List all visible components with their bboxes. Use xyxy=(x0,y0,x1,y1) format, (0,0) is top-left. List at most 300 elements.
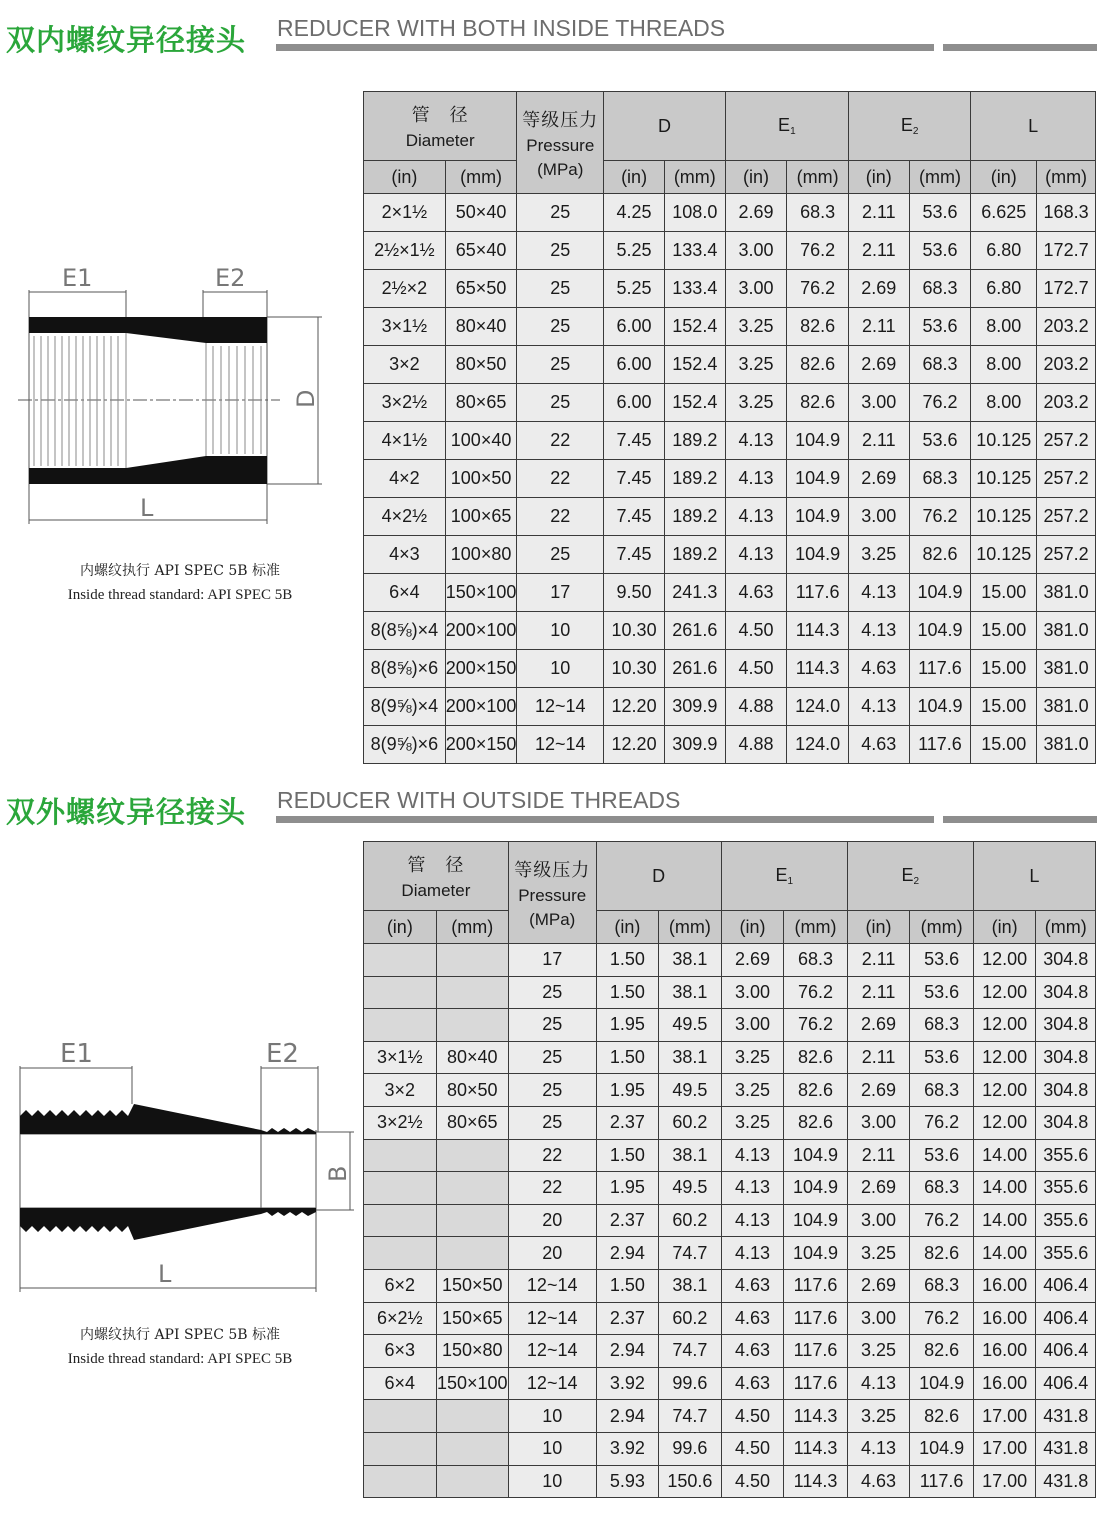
cell-e2-in: 4.63 xyxy=(847,1465,910,1498)
cell-l-mm: 304.8 xyxy=(1036,1009,1096,1042)
table-row xyxy=(364,1139,1096,1172)
cell-d-mm: 74.7 xyxy=(659,1237,722,1270)
cell-e1-in: 4.13 xyxy=(721,1172,784,1205)
unit-in: (in) xyxy=(364,161,446,194)
l-header: L xyxy=(973,842,1095,911)
cell-e1-in: 4.13 xyxy=(725,498,787,536)
table-row xyxy=(364,1465,1096,1498)
cell-e1-in: 3.25 xyxy=(725,308,787,346)
cell-pressure: 10 xyxy=(508,1432,596,1465)
cell-e2-mm: 53.6 xyxy=(910,976,974,1009)
cell-e2-in: 2.11 xyxy=(847,976,910,1009)
cell-e1-mm: 68.3 xyxy=(787,194,849,232)
cell-l-mm: 355.6 xyxy=(1036,1139,1096,1172)
cell-e1-mm: 124.0 xyxy=(787,726,849,764)
label-e1: E1 xyxy=(62,264,93,292)
cell-e1-mm: 82.6 xyxy=(784,1074,848,1107)
cell-d-mm: 261.6 xyxy=(664,612,725,650)
cell-l-mm: 431.8 xyxy=(1036,1400,1096,1433)
cell-d-in: 7.45 xyxy=(604,460,665,498)
cell-d-in: 3.92 xyxy=(596,1367,659,1400)
table-row xyxy=(364,650,1096,688)
cell-e2-in: 4.13 xyxy=(849,574,910,612)
cell-e1-in: 3.00 xyxy=(725,270,787,308)
cell-d-mm: 99.6 xyxy=(659,1367,722,1400)
pressure-header-unit: (MPa) xyxy=(537,159,584,179)
cell-size-mm: 150×50 xyxy=(436,1269,508,1302)
cell-e1-mm: 104.9 xyxy=(787,498,849,536)
cell-pressure: 10 xyxy=(508,1400,596,1433)
cell-d-in: 1.95 xyxy=(596,1009,659,1042)
cell-l-in: 15.00 xyxy=(971,612,1037,650)
cell-d-mm: 74.7 xyxy=(659,1335,722,1368)
cell-e1-mm: 82.6 xyxy=(784,1106,848,1139)
cell-pressure: 25 xyxy=(517,384,604,422)
e1-header-sub: 1 xyxy=(787,876,794,887)
cell-pressure: 25 xyxy=(508,1009,596,1042)
cell-e2-mm: 76.2 xyxy=(909,384,971,422)
diameter-header-en: Diameter xyxy=(401,881,471,900)
cell-l-mm: 203.2 xyxy=(1037,308,1096,346)
cell-l-in: 15.00 xyxy=(971,726,1037,764)
cell-d-mm: 99.6 xyxy=(659,1432,722,1465)
cell-size-mm: 100×65 xyxy=(445,498,517,536)
unit-in: (in) xyxy=(604,161,665,194)
label-l: L xyxy=(158,1260,172,1288)
cell-d-in: 2.94 xyxy=(596,1237,659,1270)
cell-l-mm: 304.8 xyxy=(1036,976,1096,1009)
cell-pressure: 25 xyxy=(517,270,604,308)
cell-e1-mm: 117.6 xyxy=(784,1269,848,1302)
cell-e1-in: 4.50 xyxy=(725,650,787,688)
cell-d-mm: 108.0 xyxy=(664,194,725,232)
table-row xyxy=(364,612,1096,650)
cell-e2-in: 2.69 xyxy=(849,346,910,384)
cell-d-in: 1.95 xyxy=(596,1172,659,1205)
cell-size-mm xyxy=(436,976,508,1009)
title-rule xyxy=(276,816,934,823)
cell-e2-in: 4.13 xyxy=(847,1367,910,1400)
cell-e2-in: 3.00 xyxy=(849,384,910,422)
cell-e2-in: 4.63 xyxy=(849,726,910,764)
cell-e2-mm: 68.3 xyxy=(909,346,971,384)
cell-e2-in: 2.11 xyxy=(849,308,910,346)
cell-l-in: 14.00 xyxy=(973,1204,1036,1237)
e1-header-label: E xyxy=(775,865,788,885)
cell-size-in xyxy=(364,1465,437,1498)
cell-size-in: 3×2½ xyxy=(364,1106,437,1139)
cell-size-in: 6×2 xyxy=(364,1269,437,1302)
e1-header xyxy=(725,92,848,161)
cell-d-in: 7.45 xyxy=(604,536,665,574)
cell-e1-mm: 114.3 xyxy=(784,1432,848,1465)
cell-l-in: 15.00 xyxy=(971,574,1037,612)
cell-l-in: 16.00 xyxy=(973,1335,1036,1368)
unit-in: (in) xyxy=(721,911,784,944)
pressure-header-unit: (MPa) xyxy=(529,909,576,929)
cell-size-in xyxy=(364,1009,437,1042)
cell-e2-in: 3.25 xyxy=(847,1335,910,1368)
cell-e2-mm: 68.3 xyxy=(910,1172,974,1205)
cell-e2-mm: 104.9 xyxy=(909,612,971,650)
cell-l-in: 12.00 xyxy=(973,1009,1036,1042)
cell-e1-in: 3.00 xyxy=(725,232,787,270)
cell-size-mm: 80×50 xyxy=(436,1074,508,1107)
cell-size-mm: 100×40 xyxy=(445,422,517,460)
cell-e1-in: 4.63 xyxy=(721,1269,784,1302)
table-row xyxy=(364,1074,1096,1107)
unit-mm: (mm) xyxy=(1037,161,1096,194)
pressure-header-zh: 等级压力 xyxy=(522,109,599,131)
cell-e1-mm: 82.6 xyxy=(787,346,849,384)
cell-e1-in: 4.50 xyxy=(721,1400,784,1433)
outside-thread-reducer-drawing xyxy=(16,1030,356,1295)
cell-d-in: 12.20 xyxy=(604,726,665,764)
cell-l-mm: 203.2 xyxy=(1037,384,1096,422)
cell-size-mm: 200×100 xyxy=(445,688,517,726)
cell-l-mm: 431.8 xyxy=(1036,1465,1096,1498)
cell-e2-mm: 82.6 xyxy=(910,1400,974,1433)
table-row xyxy=(364,1432,1096,1465)
cell-d-mm: 60.2 xyxy=(659,1204,722,1237)
cell-e1-mm: 104.9 xyxy=(787,460,849,498)
cell-l-mm: 203.2 xyxy=(1037,346,1096,384)
cell-e2-mm: 53.6 xyxy=(909,194,971,232)
cell-pressure: 22 xyxy=(517,460,604,498)
cell-d-mm: 152.4 xyxy=(664,346,725,384)
cell-l-in: 8.00 xyxy=(971,384,1037,422)
cell-l-in: 16.00 xyxy=(973,1302,1036,1335)
table-row xyxy=(364,1009,1096,1042)
cell-d-mm: 38.1 xyxy=(659,944,722,977)
cell-e1-in: 4.13 xyxy=(725,460,787,498)
l-header: L xyxy=(971,92,1096,161)
cell-d-in: 3.92 xyxy=(596,1432,659,1465)
table-row xyxy=(364,308,1096,346)
cell-d-in: 1.50 xyxy=(596,944,659,977)
cell-e2-mm: 53.6 xyxy=(910,1139,974,1172)
label-l: L xyxy=(140,494,154,522)
cell-d-mm: 60.2 xyxy=(659,1302,722,1335)
cell-l-in: 10.125 xyxy=(971,422,1037,460)
cell-pressure: 12~14 xyxy=(508,1269,596,1302)
cell-l-mm: 355.6 xyxy=(1036,1237,1096,1270)
cell-size-in: 8(8⅝)×4 xyxy=(364,612,446,650)
cell-size-mm: 80×40 xyxy=(445,308,517,346)
pressure-header xyxy=(517,92,604,194)
cell-l-mm: 304.8 xyxy=(1036,1074,1096,1107)
unit-mm: (mm) xyxy=(787,161,849,194)
e2-header-sub: 2 xyxy=(912,126,919,137)
cell-size-mm: 50×40 xyxy=(445,194,517,232)
cell-e2-in: 2.69 xyxy=(847,1009,910,1042)
cell-l-in: 10.125 xyxy=(971,536,1037,574)
thread-standard-note xyxy=(10,559,350,607)
cell-l-mm: 381.0 xyxy=(1037,726,1096,764)
cell-d-in: 1.50 xyxy=(596,1269,659,1302)
cell-pressure: 10 xyxy=(517,612,604,650)
cell-size-in xyxy=(364,976,437,1009)
cell-e2-in: 2.69 xyxy=(849,270,910,308)
cell-d-mm: 38.1 xyxy=(659,1041,722,1074)
cell-d-in: 6.00 xyxy=(604,384,665,422)
cell-d-mm: 133.4 xyxy=(664,270,725,308)
note-en: Inside thread standard: API SPEC 5B xyxy=(67,587,293,603)
cell-l-in: 14.00 xyxy=(973,1139,1036,1172)
cell-e1-in: 4.13 xyxy=(721,1204,784,1237)
cell-e2-mm: 82.6 xyxy=(910,1335,974,1368)
cell-size-mm xyxy=(436,1172,508,1205)
cell-l-mm: 172.7 xyxy=(1037,232,1096,270)
cell-size-mm xyxy=(436,1139,508,1172)
cell-e2-mm: 104.9 xyxy=(910,1367,974,1400)
cell-pressure: 12~14 xyxy=(517,688,604,726)
cell-e1-mm: 104.9 xyxy=(784,1139,848,1172)
cell-l-in: 12.00 xyxy=(973,976,1036,1009)
cell-e1-in: 2.69 xyxy=(725,194,787,232)
cell-size-in: 6×4 xyxy=(364,1367,437,1400)
cell-l-mm: 304.8 xyxy=(1036,944,1096,977)
e2-header-label: E xyxy=(900,115,913,135)
cell-e1-in: 2.69 xyxy=(721,944,784,977)
cell-size-in: 3×2½ xyxy=(364,384,446,422)
cell-d-in: 12.20 xyxy=(604,688,665,726)
cell-pressure: 17 xyxy=(517,574,604,612)
cell-size-mm xyxy=(436,1432,508,1465)
cell-size-mm: 100×80 xyxy=(445,536,517,574)
cell-l-in: 12.00 xyxy=(973,1074,1036,1107)
cell-size-mm: 200×150 xyxy=(445,650,517,688)
outside-threads-spec-table xyxy=(363,841,1096,1498)
cell-l-mm: 381.0 xyxy=(1037,612,1096,650)
cell-e2-in: 3.00 xyxy=(847,1106,910,1139)
table-row xyxy=(364,422,1096,460)
cell-e1-in: 4.50 xyxy=(725,612,787,650)
cell-e2-in: 4.13 xyxy=(847,1432,910,1465)
cell-size-in xyxy=(364,1139,437,1172)
cell-size-mm: 150×100 xyxy=(445,574,517,612)
cell-l-mm: 406.4 xyxy=(1036,1269,1096,1302)
cell-pressure: 12~14 xyxy=(508,1302,596,1335)
cell-d-mm: 309.9 xyxy=(664,688,725,726)
note-en: Inside thread standard: API SPEC 5B xyxy=(67,1351,293,1367)
cell-e2-mm: 53.6 xyxy=(909,422,971,460)
cell-d-mm: 261.6 xyxy=(664,650,725,688)
e2-header xyxy=(847,842,973,911)
cell-e2-in: 3.00 xyxy=(849,498,910,536)
cell-e1-mm: 117.6 xyxy=(787,574,849,612)
cell-e1-mm: 82.6 xyxy=(787,308,849,346)
section-title-zh: 双外螺纹异径接头 xyxy=(6,795,247,829)
cell-e1-in: 4.13 xyxy=(721,1139,784,1172)
cell-size-in xyxy=(364,1432,437,1465)
cell-e2-mm: 68.3 xyxy=(910,1074,974,1107)
cell-l-in: 14.00 xyxy=(973,1172,1036,1205)
cell-e2-in: 2.11 xyxy=(847,1041,910,1074)
cell-size-in: 2½×2 xyxy=(364,270,446,308)
cell-e2-mm: 76.2 xyxy=(910,1106,974,1139)
cell-l-in: 17.00 xyxy=(973,1432,1036,1465)
table-row xyxy=(364,688,1096,726)
cell-e1-mm: 76.2 xyxy=(787,270,849,308)
cell-size-mm: 65×50 xyxy=(445,270,517,308)
cell-e1-in: 4.13 xyxy=(725,422,787,460)
cell-e1-mm: 76.2 xyxy=(787,232,849,270)
unit-in: (in) xyxy=(725,161,787,194)
label-e2: E2 xyxy=(215,264,246,292)
cell-l-in: 12.00 xyxy=(973,944,1036,977)
cell-d-in: 2.37 xyxy=(596,1106,659,1139)
cell-size-mm: 150×80 xyxy=(436,1335,508,1368)
cell-e1-in: 3.25 xyxy=(725,384,787,422)
cell-d-in: 4.25 xyxy=(604,194,665,232)
table-row xyxy=(364,232,1096,270)
cell-size-in xyxy=(364,1204,437,1237)
cell-e1-in: 4.63 xyxy=(721,1302,784,1335)
cell-pressure: 20 xyxy=(508,1204,596,1237)
table-row xyxy=(364,1172,1096,1205)
cell-e2-in: 2.69 xyxy=(847,1172,910,1205)
cell-pressure: 22 xyxy=(517,498,604,536)
label-b: B xyxy=(324,1165,352,1182)
cell-d-in: 5.93 xyxy=(596,1465,659,1498)
cell-e1-mm: 76.2 xyxy=(784,976,848,1009)
unit-in: (in) xyxy=(364,911,437,944)
cell-size-mm xyxy=(436,1400,508,1433)
cell-l-mm: 431.8 xyxy=(1036,1432,1096,1465)
unit-mm: (mm) xyxy=(664,161,725,194)
cell-d-in: 10.30 xyxy=(604,612,665,650)
cell-e1-mm: 76.2 xyxy=(784,1009,848,1042)
cell-l-in: 8.00 xyxy=(971,308,1037,346)
cell-e2-mm: 68.3 xyxy=(910,1009,974,1042)
cell-size-in: 3×2 xyxy=(364,1074,437,1107)
cell-pressure: 25 xyxy=(508,1074,596,1107)
cell-size-in: 4×1½ xyxy=(364,422,446,460)
cell-pressure: 25 xyxy=(517,308,604,346)
cell-d-in: 6.00 xyxy=(604,308,665,346)
cell-l-in: 6.80 xyxy=(971,270,1037,308)
cell-d-in: 5.25 xyxy=(604,232,665,270)
cell-e2-mm: 104.9 xyxy=(909,688,971,726)
table-row xyxy=(364,1041,1096,1074)
table-row xyxy=(364,1335,1096,1368)
cell-size-in xyxy=(364,944,437,977)
unit-in: (in) xyxy=(847,911,910,944)
cell-pressure: 25 xyxy=(517,346,604,384)
cell-e1-in: 4.88 xyxy=(725,726,787,764)
cell-e2-mm: 82.6 xyxy=(910,1237,974,1270)
diameter-header-zh: 管 径 xyxy=(407,855,465,876)
cell-size-in: 8(8⅝)×6 xyxy=(364,650,446,688)
cell-size-mm: 200×100 xyxy=(445,612,517,650)
cell-pressure: 25 xyxy=(517,194,604,232)
cell-l-mm: 406.4 xyxy=(1036,1302,1096,1335)
cell-size-in: 2×1½ xyxy=(364,194,446,232)
cell-size-in xyxy=(364,1400,437,1433)
cell-size-in: 3×2 xyxy=(364,346,446,384)
cell-size-mm: 65×40 xyxy=(445,232,517,270)
pressure-header-en: Pressure xyxy=(518,885,587,905)
cell-l-mm: 355.6 xyxy=(1036,1172,1096,1205)
cell-pressure: 12~14 xyxy=(517,726,604,764)
cell-e2-in: 3.00 xyxy=(847,1302,910,1335)
cell-size-in: 8(9⅝)×6 xyxy=(364,726,446,764)
table-row xyxy=(364,1269,1096,1302)
cell-l-mm: 381.0 xyxy=(1037,650,1096,688)
cell-e1-in: 3.00 xyxy=(721,976,784,1009)
cell-pressure: 12~14 xyxy=(508,1367,596,1400)
table-row xyxy=(364,346,1096,384)
cell-d-mm: 241.3 xyxy=(664,574,725,612)
e2-header-sub: 2 xyxy=(913,876,920,887)
e1-header-label: E xyxy=(778,115,791,135)
cell-l-in: 16.00 xyxy=(973,1269,1036,1302)
cell-e2-in: 2.11 xyxy=(847,1139,910,1172)
cell-size-mm xyxy=(436,1009,508,1042)
cell-size-mm: 80×40 xyxy=(436,1041,508,1074)
cell-d-in: 2.37 xyxy=(596,1204,659,1237)
cell-size-in: 3×1½ xyxy=(364,308,446,346)
section-title-zh: 双内螺纹异径接头 xyxy=(6,23,247,57)
title-rule-end xyxy=(943,816,1097,823)
cell-d-mm: 309.9 xyxy=(664,726,725,764)
cell-e2-in: 2.69 xyxy=(847,1074,910,1107)
cell-e1-in: 4.50 xyxy=(721,1432,784,1465)
cell-size-mm xyxy=(436,1204,508,1237)
diameter-header-en: Diameter xyxy=(405,131,475,150)
cell-d-mm: 189.2 xyxy=(664,498,725,536)
cell-l-in: 15.00 xyxy=(971,650,1037,688)
cell-e1-mm: 104.9 xyxy=(784,1204,848,1237)
cell-l-mm: 406.4 xyxy=(1036,1367,1096,1400)
cell-pressure: 25 xyxy=(517,536,604,574)
cell-size-mm: 80×50 xyxy=(445,346,517,384)
cell-e1-in: 4.63 xyxy=(721,1367,784,1400)
cell-e2-in: 2.69 xyxy=(849,460,910,498)
cell-l-in: 12.00 xyxy=(973,1041,1036,1074)
cell-d-mm: 49.5 xyxy=(659,1172,722,1205)
cell-size-in: 6×2½ xyxy=(364,1302,437,1335)
label-d: D xyxy=(292,389,320,408)
cell-e1-mm: 114.3 xyxy=(787,650,849,688)
unit-mm: (mm) xyxy=(445,161,517,194)
cell-e2-mm: 68.3 xyxy=(909,460,971,498)
pressure-header-en: Pressure xyxy=(526,135,595,155)
diameter-header xyxy=(364,92,517,161)
cell-e2-in: 2.69 xyxy=(847,1269,910,1302)
cell-pressure: 12~14 xyxy=(508,1335,596,1368)
table-row xyxy=(364,460,1096,498)
unit-mm: (mm) xyxy=(1036,911,1096,944)
cell-size-mm xyxy=(436,944,508,977)
cell-e1-in: 4.88 xyxy=(725,688,787,726)
cell-size-mm: 200×150 xyxy=(445,726,517,764)
title-rule-end xyxy=(943,44,1097,51)
unit-in: (in) xyxy=(973,911,1036,944)
inside-threads-spec-table xyxy=(363,91,1096,764)
cell-e2-mm: 82.6 xyxy=(909,536,971,574)
cell-l-mm: 257.2 xyxy=(1037,498,1096,536)
e1-header xyxy=(721,842,847,911)
unit-in: (in) xyxy=(596,911,659,944)
cell-e1-in: 3.25 xyxy=(721,1106,784,1139)
e1-header-sub: 1 xyxy=(790,126,796,137)
cell-size-mm: 150×65 xyxy=(436,1302,508,1335)
cell-e2-mm: 68.3 xyxy=(909,270,971,308)
cell-e2-in: 3.25 xyxy=(847,1237,910,1270)
cell-d-mm: 60.2 xyxy=(659,1106,722,1139)
